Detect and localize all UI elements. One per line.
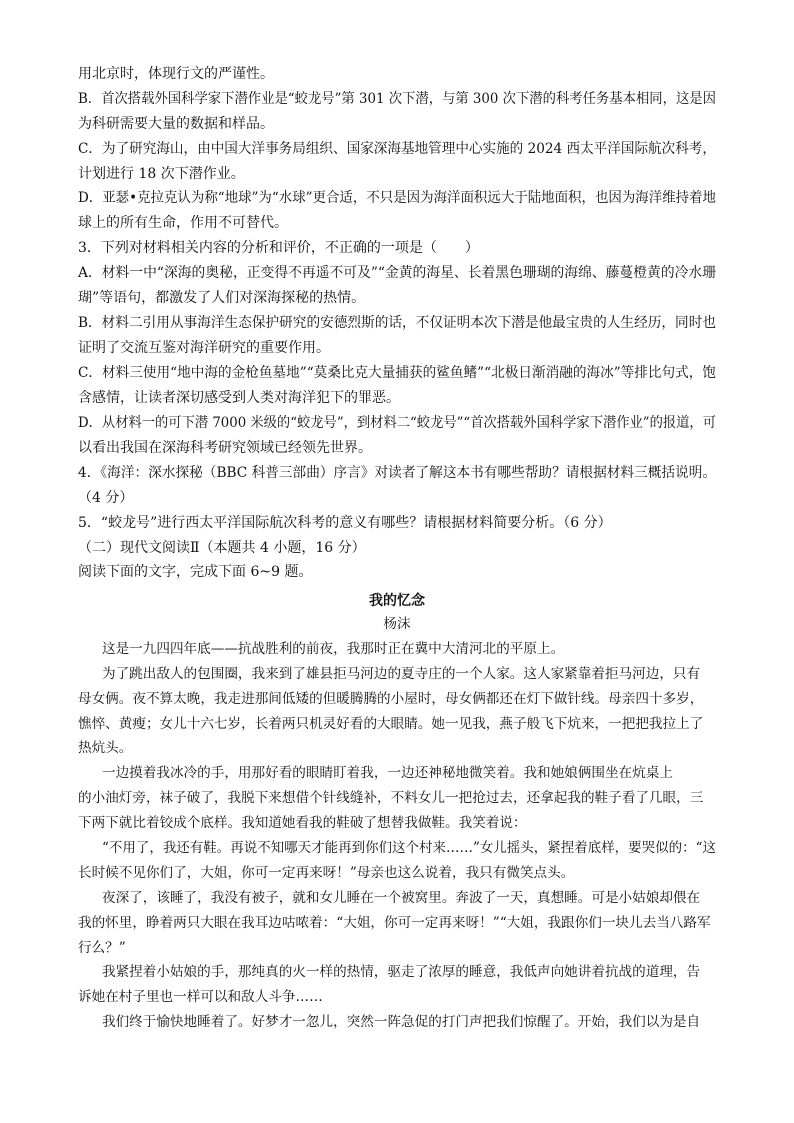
option-c-line: C．为了研究海山，由中国大洋事务局组织、国家深海基地管理中心实施的 2024 西太平洋国际航次科考， bbox=[78, 141, 716, 157]
text-line: 为科研需要大量的数据和样品。 bbox=[78, 116, 274, 132]
article-line: 长时候不见你们了，大姐，你可一定再来呀！”母亲也这么说着，我只有微笑点头。 bbox=[78, 865, 575, 881]
option-b-line: B．首次搭载外国科学家下潜作业是“蛟龙号”第 301 次下潜，与第 300 次下潜的科考任务基本相同，这是因 bbox=[78, 91, 716, 107]
option-b-line: B．材料二引用从事海洋生态保护研究的安德烈斯的话，不仅证明本次下潜是他最宝贵的人生经历，同时也 bbox=[78, 315, 717, 331]
article-line: 诉她在村子里也一样可以和敌人斗争…… bbox=[78, 989, 323, 1005]
article-line: 的小油灯旁，袜子破了，我脱下来想借个针线缝补，不料女儿一把抢过去，还拿起我的鞋子看了几眼，三 bbox=[78, 790, 704, 806]
text-line: 含感情，让读者深切感受到人类对海洋犯下的罪恶。 bbox=[78, 390, 400, 406]
article-line: 下两下就比着铰成个底样。我知道她看我的鞋破了想替我做鞋。我笑着说： bbox=[78, 815, 527, 831]
text-line: 瑚”等语句，都激发了人们对深海探秘的热情。 bbox=[78, 290, 366, 306]
article-line: “不用了，我还有鞋。再说不知哪天才能再到你们这个村来……”女儿摇头，紧捏着底样，要哭似的：“这 bbox=[102, 840, 716, 856]
text-line: 证明了交流互鉴对海洋研究的重要作用。 bbox=[78, 340, 330, 356]
text-line: 球上的所有生命，作用不可替代。 bbox=[78, 215, 288, 231]
question-4: 4．《海洋：深水探秘（BBC 科普三部曲）序言》对读者了解这本书有哪些帮助？请根据材料三概括说明。 bbox=[78, 465, 717, 481]
article-line: 我紧捏着小姑娘的手，那纯真的火一样的热情，驱走了浓厚的睡意，我低声向她讲着抗战的道理，告 bbox=[102, 964, 701, 980]
article-line: 母女俩。夜不算太晚，我走进那间低矮的但暖腾腾的小屋时，母女俩都还在灯下做针线。母亲四十多岁， bbox=[78, 691, 704, 707]
option-a-line: A．材料一中“深海的奥秘，正变得不再遥不可及”“金黄的海星、长着黑色珊瑚的海绵、藤蔓橙黄的冷水珊 bbox=[78, 265, 717, 281]
article-line: 一边摸着我冰冷的手，用那好看的眼睛盯着我，一边还神秘地微笑着。我和她娘俩围坐在炕桌上 bbox=[102, 765, 673, 781]
article-line: 我的怀里，睁着两只大眼在我耳边咕哝着：“大姐，你可一定再来呀！”“大姐，我跟你们一块儿去当八路军 bbox=[78, 915, 711, 931]
article-author: 杨沫 bbox=[383, 616, 411, 632]
article-line: 憔悴、黄瘦；女儿十六七岁，长着两只机灵好看的大眼睛。她一见我，燕子般飞下炕来，一把把我拉上了 bbox=[78, 716, 704, 732]
article-line: 我们终于愉快地睡着了。好梦才一忽儿，突然一阵急促的打门声把我们惊醒了。开始，我们以为是自 bbox=[102, 1014, 701, 1030]
instruction-line: 阅读下面的文字，完成下面 6~9 题。 bbox=[78, 564, 313, 580]
article-line: 这是一九四四年底——抗战胜利的前夜，我那时正在冀中大清河北的平原上。 bbox=[102, 641, 565, 657]
text-line: 计划进行 18 次下潜作业。 bbox=[78, 166, 245, 182]
section-heading: （二）现代文阅读Ⅱ（本题共 4 小题，16 分） bbox=[78, 540, 366, 556]
option-d-line: D．从材料一的可下潜 7000 米级的“蛟龙号”，到材料二“蛟龙号”“首次搭载外国科学家下潜作业”的报道，可 bbox=[78, 415, 716, 431]
article-line: 热炕头。 bbox=[78, 740, 133, 756]
article-title: 我的忆念 bbox=[369, 593, 425, 609]
points-label: （4 分） bbox=[78, 490, 134, 506]
article-line: 夜深了，该睡了，我没有被子，就和女儿睡在一个被窝里。奔波了一天，真想睡。可是小姑娘却偎在 bbox=[102, 890, 701, 906]
article-line: 行么？” bbox=[78, 940, 126, 956]
question-5: 5．“蛟龙号”进行西太平洋国际航次科考的意义有哪些？请根据材料简要分析。（6 分） bbox=[78, 515, 612, 531]
option-c-line: C．材料三使用“地中海的金枪鱼墓地”“莫桑比克大量捕获的鲨鱼鳍”“北极日渐消融的海冰”等排比句式，饱 bbox=[78, 365, 717, 381]
article-line: 为了跳出敌人的包围圈，我来到了雄县拒马河边的夏寺庄的一个人家。这人家紧靠着拒马河边，只有 bbox=[102, 666, 701, 682]
question-3: 3．下列对材料相关内容的分析和评价，不正确的一项是（ ） bbox=[78, 240, 479, 256]
text-line: 用北京时，体现行文的严谨性。 bbox=[78, 66, 274, 82]
text-line: 以看出我国在深海科考研究领域已经领先世界。 bbox=[78, 440, 372, 456]
option-d-line: D．亚瑟•克拉克认为称“地球”为“水球”更合适，不只是因为海洋面积远大于陆地面积，也因为海洋维持着地 bbox=[78, 190, 717, 206]
